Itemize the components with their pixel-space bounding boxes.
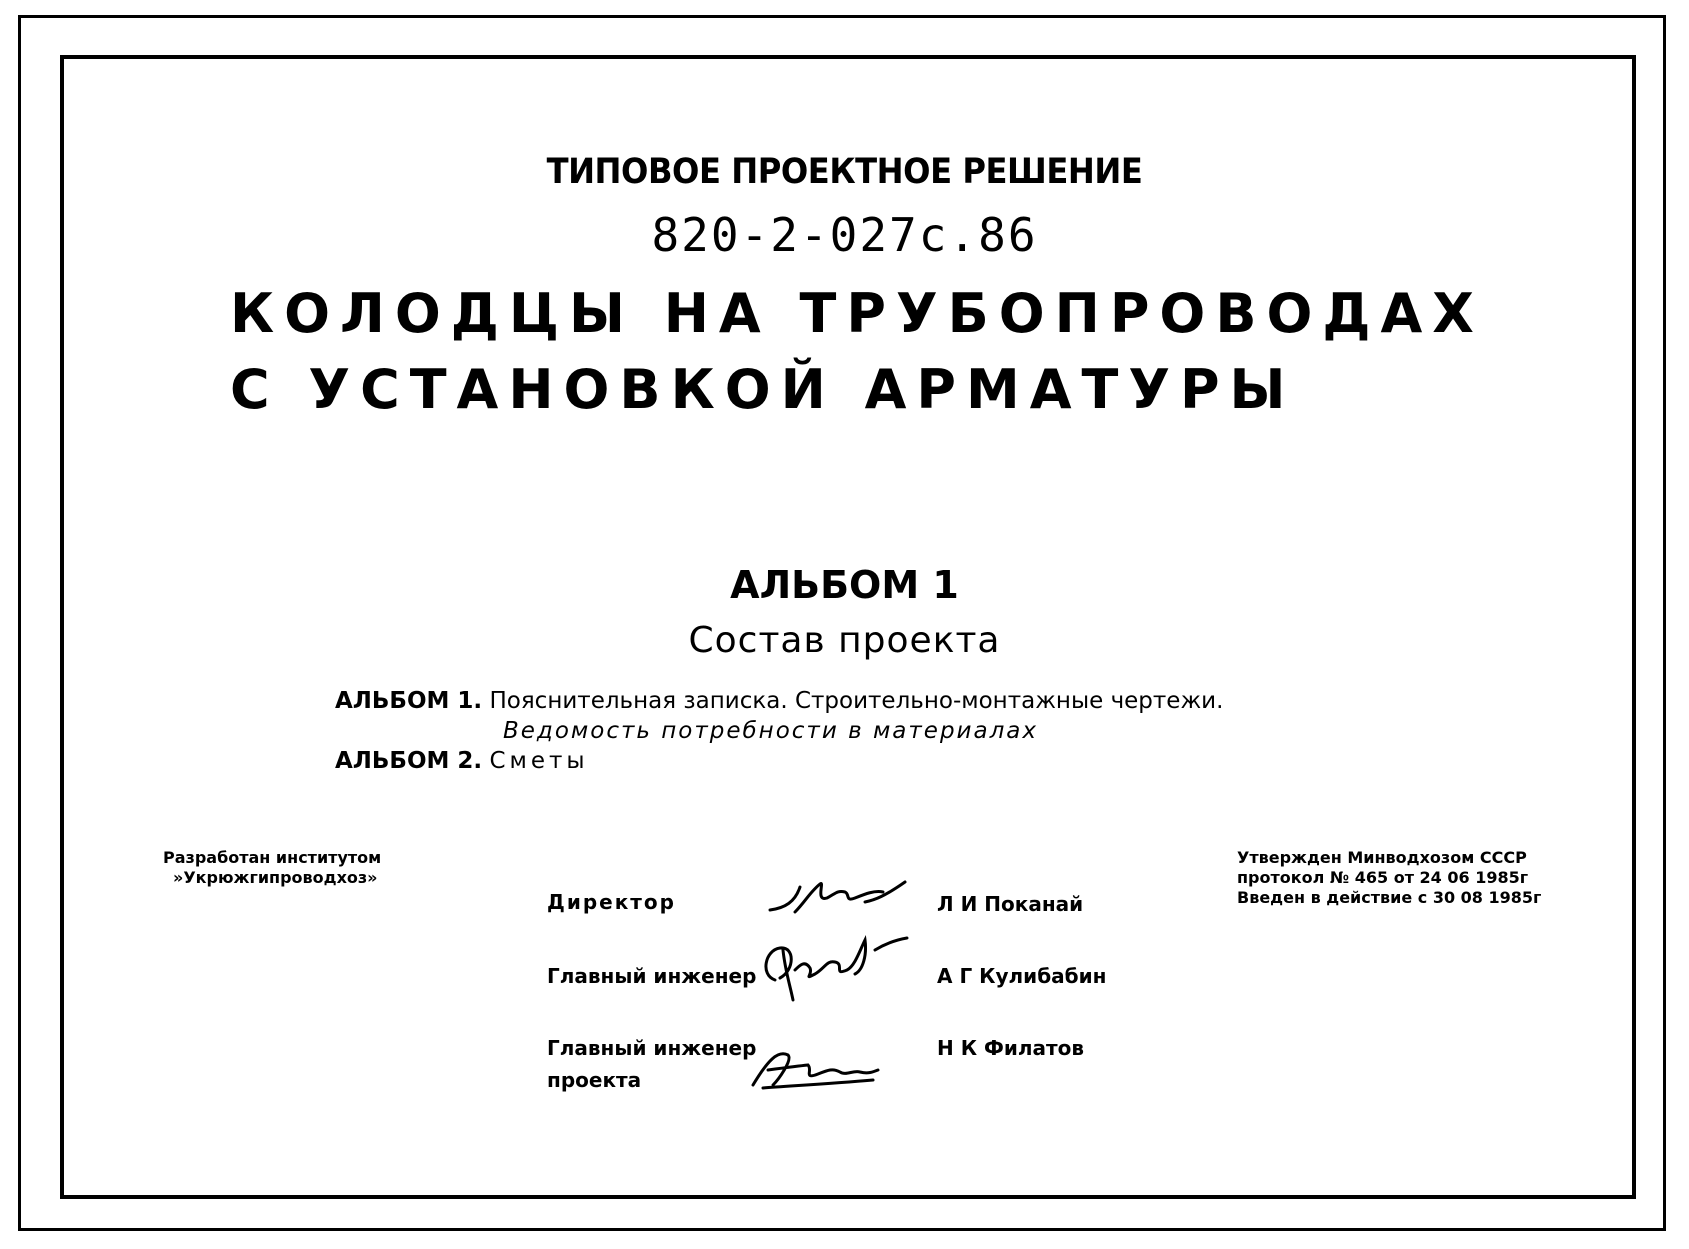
album-list-label: АЛЬБОМ 2. bbox=[335, 748, 483, 774]
role-chief-engineer: Главный инженер bbox=[547, 964, 757, 988]
album-subtitle: Состав проекта bbox=[688, 620, 1001, 661]
name-chief-engineer: А Г Кулибабин bbox=[937, 964, 1107, 988]
album-heading: АЛЬБОМ 1 bbox=[730, 563, 959, 607]
album-list-item-2 bbox=[335, 748, 589, 774]
name-chief-project-engineer: Н К Филатов bbox=[937, 1036, 1084, 1060]
approval-line-1: Утвержден Минводхозом СССР bbox=[1237, 848, 1527, 867]
approval-line-2: протокол № 465 от 24 06 1985г bbox=[1237, 868, 1529, 887]
role-chief-project-engineer-line-2: проекта bbox=[547, 1068, 642, 1092]
project-number: 820-2-027с.86 bbox=[651, 208, 1038, 262]
name-director: Л И Поканай bbox=[937, 892, 1084, 916]
role-chief-project-engineer-line-1: Главный инженер bbox=[547, 1036, 757, 1060]
album-list-text: Сметы bbox=[489, 748, 589, 774]
album-list-text: Пояснительная записка. Строительно-монтажные чертежи. bbox=[489, 688, 1224, 714]
developer-line-1: Разработан институтом bbox=[163, 848, 382, 867]
director-signature bbox=[765, 872, 915, 922]
album-list-item-1-continued: Ведомость потребности в материалах bbox=[503, 718, 1038, 744]
title-line-1: КОЛОДЦЫ НА ТРУБОПРОВОДАХ bbox=[230, 282, 1484, 345]
chief-engineer-signature bbox=[755, 930, 915, 1010]
album-list-label: АЛЬБОМ 1. bbox=[335, 688, 483, 714]
album-list-item-1 bbox=[335, 688, 1223, 714]
series-heading: ТИПОВОЕ ПРОЕКТНОЕ РЕШЕНИЕ bbox=[546, 152, 1143, 192]
title-line-2: С УСТАНОВКОЙ АРМАТУРЫ bbox=[230, 358, 1296, 421]
chief-project-engineer-signature bbox=[748, 1040, 888, 1100]
role-director: Директор bbox=[547, 890, 676, 914]
approval-line-3: Введен в действие с 30 08 1985г bbox=[1237, 888, 1542, 907]
developer-line-2: »Укрюжгипроводхоз» bbox=[173, 868, 378, 887]
